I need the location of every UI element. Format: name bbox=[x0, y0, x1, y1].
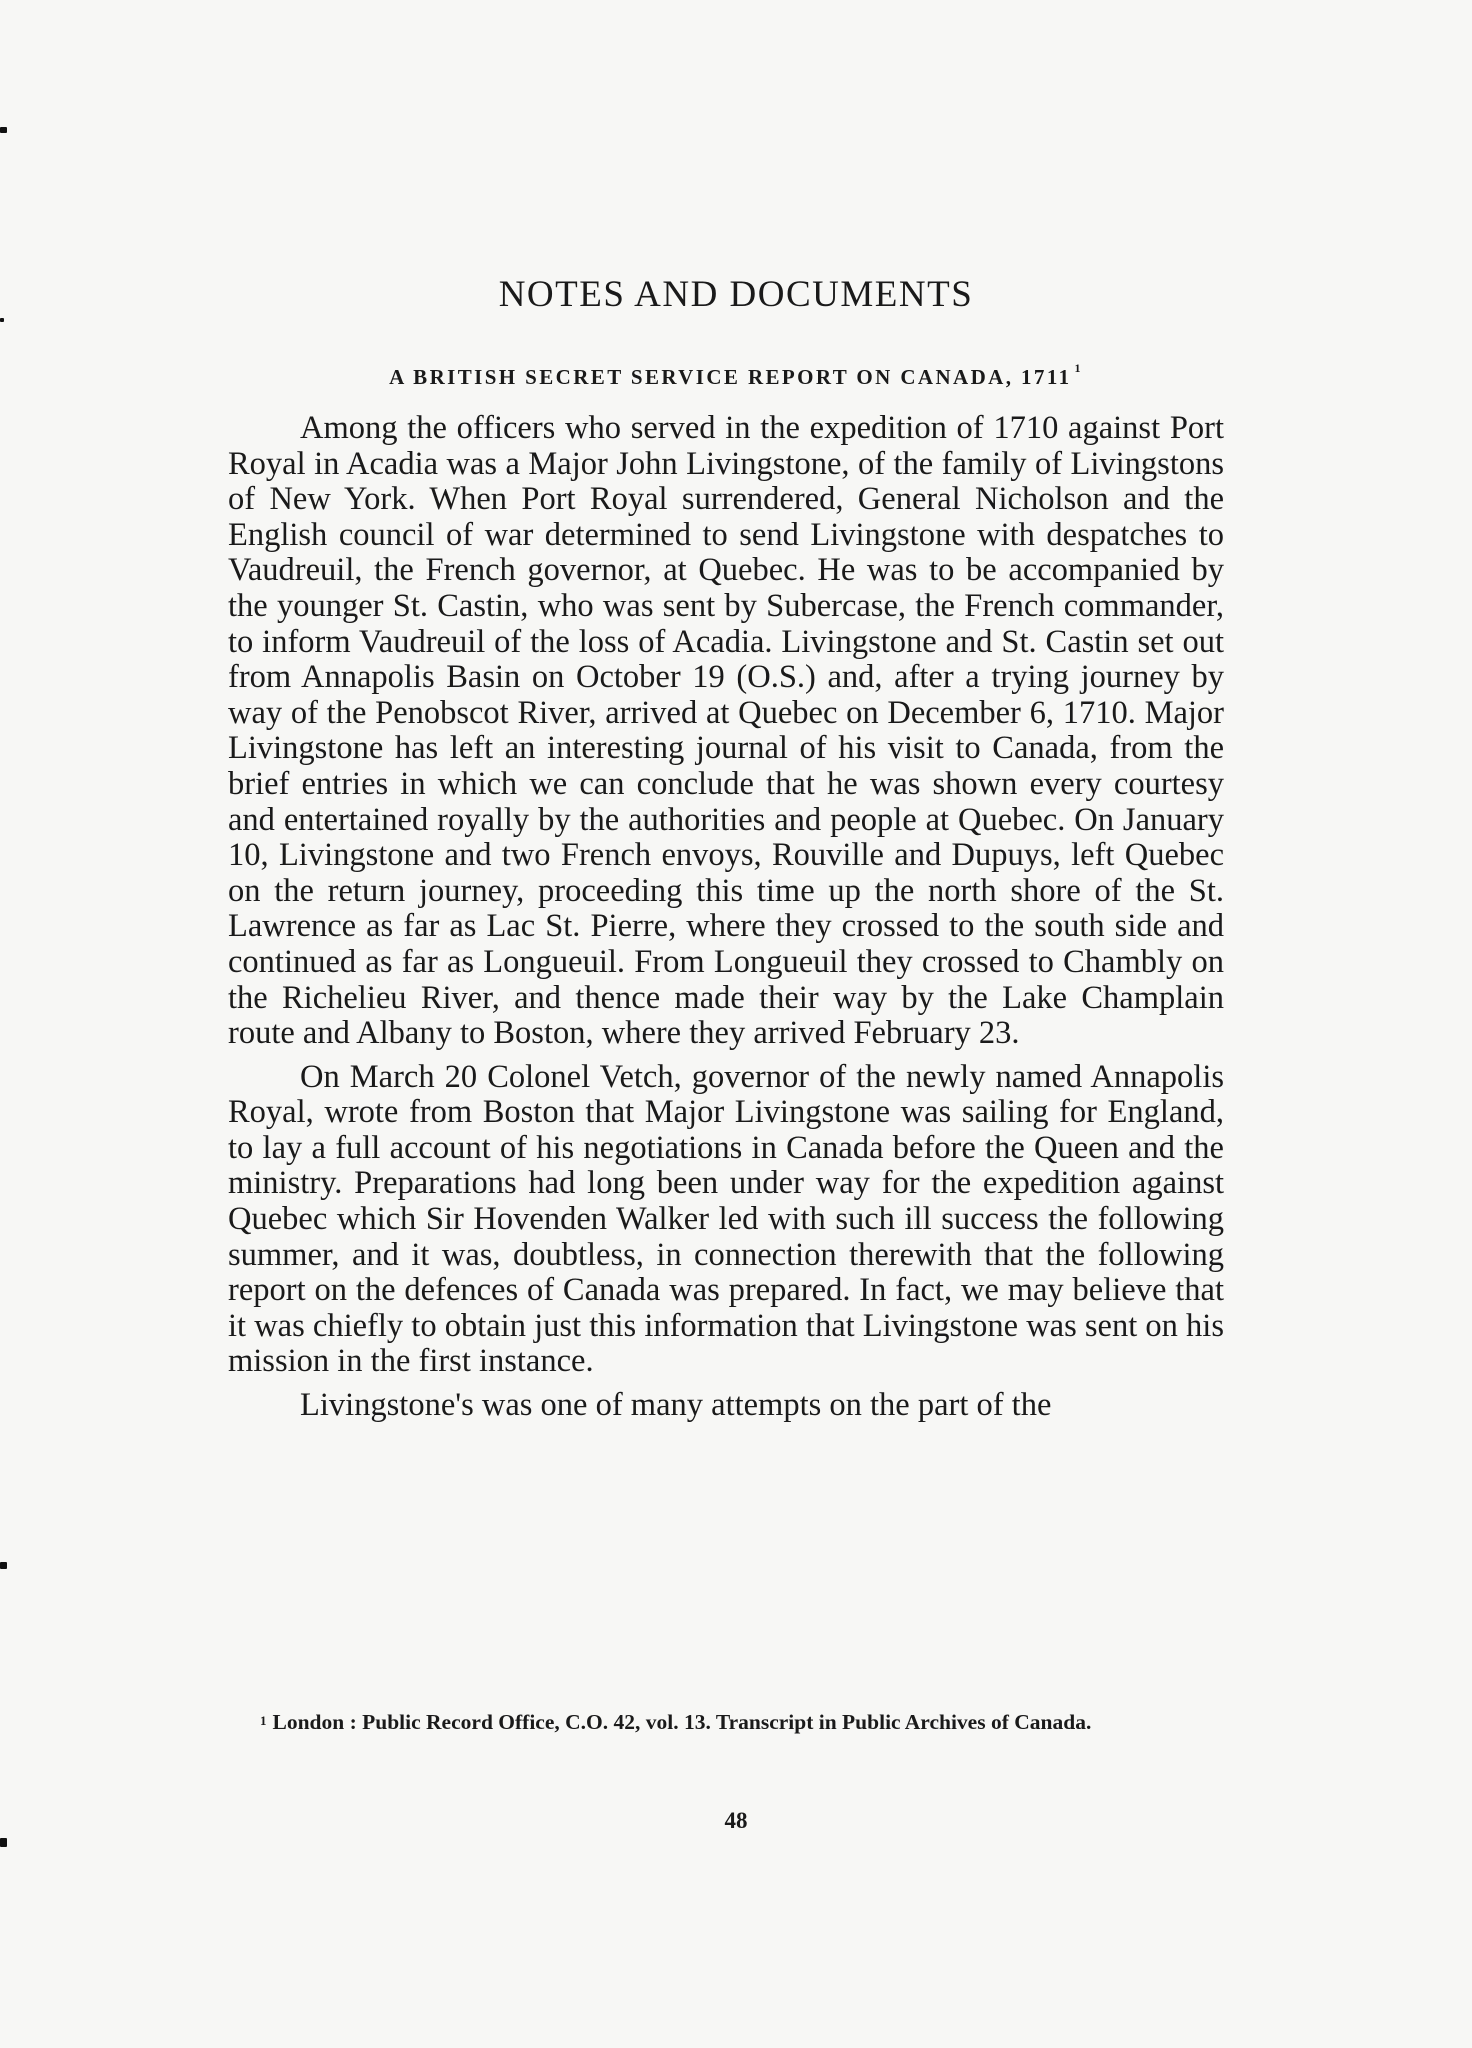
footnote-marker: 1 bbox=[260, 1713, 267, 1728]
margin-mark bbox=[0, 318, 4, 322]
margin-mark bbox=[0, 127, 7, 133]
paragraph: Livingstone's was one of many attempts on the part of the bbox=[300, 1387, 1052, 1424]
paragraph: Among the officers who served in the expedition of 1710 against Port Royal in Acadia was a Major John Livingstone, of the family of Livingstons of New York. When Port Royal surrendered, General Nicholson and the English council of war determined to send Livingstone with despatches to Vaudreuil, the French governor, at Quebec. He was to be accompanied by the younger St. Castin, who was sent by Subercase, the French commander, to inform Vaudreuil of the loss of Acadia. Livingstone and St. Castin set out from Annapolis Basin on October 19 (O.S.) and, after a trying journey by way of the Penobscot River, arrived at Quebec on December 6, 1710. Major Livingstone has left an interesting journal of his visit to Canada, from the brief entries in which we can conclude that he was shown every courtesy and entertained royally by the authorities and people at Quebec. On January 10, Livingstone and two French envoys, Rouville and Dupuys, left Quebec on the return journey, proceeding this time up the north shore of the St. Lawrence as far as Lac St. Pierre, where they crossed to the south side and continued as far as Longueuil. From Longueuil they crossed to Chambly on the Richelieu River, and thence made their way by the Lake Champlain route and Albany to Boston, where they arrived February 23. bbox=[228, 410, 1224, 1052]
footnote-text: London : Public Record Office, C.O. 42, vol. 13. Transcript in Public Archives of Canada. bbox=[272, 1710, 1092, 1734]
footnote bbox=[216, 1710, 1228, 1735]
article-title bbox=[0, 361, 1472, 390]
paragraph: On March 20 Colonel Vetch, governor of the newly named Annapolis Royal, wrote from Boston that Major Livingstone was sailing for England, to lay a full account of his negotiations in Canada before the Queen and the ministry. Preparations had long been under way for the expedition against Quebec which Sir Hovenden Walker led with such ill success the following summer, and it was, doubtless, in connection therewith that the following report on the defences of Canada was prepared. In fact, we may believe that it was chiefly to obtain just this information that Livingstone was sent on his mission in the first instance. bbox=[228, 1058, 1224, 1380]
margin-mark bbox=[0, 1562, 7, 1569]
article-body bbox=[228, 411, 1224, 1424]
page-heading: NOTES AND DOCUMENTS bbox=[498, 274, 974, 315]
footnote-reference: 1 bbox=[1074, 361, 1083, 375]
page-number: 48 bbox=[724, 1808, 748, 1833]
article-title-text: A BRITISH SECRET SERVICE REPORT ON CANADA, 1711 bbox=[389, 365, 1072, 389]
margin-mark bbox=[0, 1838, 7, 1847]
